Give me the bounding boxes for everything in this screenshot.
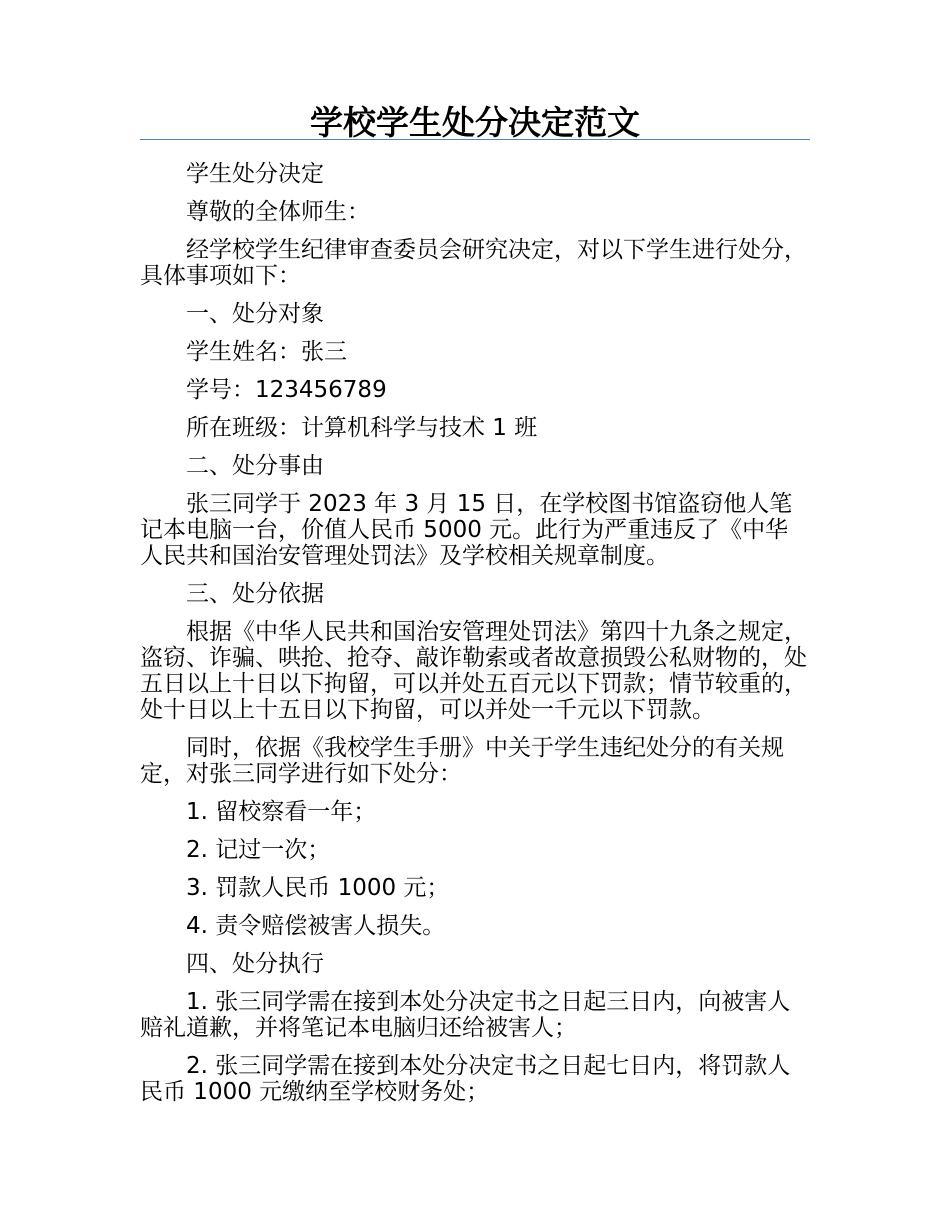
title-underline [140, 139, 810, 140]
paragraph-class: 所在班级：计算机科学与技术 1 班 [186, 415, 538, 441]
paragraph-student-id: 学号：123456789 [186, 377, 387, 403]
paragraph-reason: 张三同学于 2023 年 3 月 15 日，在学校图书馆盗窃他人笔记本电脑一台，价值人民币 5000 元。此行为严重违反了《中华人民共和国治安管理处罚法》及学校相关规章制度。 [140, 491, 793, 569]
section-heading-execution: 四、处分执行 [186, 951, 324, 977]
list-item-penalty-4: 4. 责令赔偿被害人损失。 [186, 913, 446, 939]
paragraph-salutation: 尊敬的全体师生： [186, 199, 370, 225]
paragraph-student-name: 学生姓名：张三 [186, 339, 347, 365]
document-title: 学校学生处分决定范文 [310, 103, 640, 142]
document-body [140, 155, 810, 1111]
list-item-execution-1: 1. 张三同学需在接到本处分决定书之日起三日内，向被害人赔礼道歉，并将笔记本电脑归还给被害人； [140, 989, 791, 1041]
section-heading-reason: 二、处分事由 [186, 453, 324, 479]
paragraph-intro: 经学校学生纪律审查委员会研究决定，对以下学生进行处分，具体事项如下： [140, 237, 807, 289]
list-item-penalty-2: 2. 记过一次； [186, 837, 331, 863]
paragraph-handbook-basis: 同时，依据《我校学生手册》中关于学生违纪处分的有关规定，对张三同学进行如下处分： [140, 735, 784, 787]
paragraph-law-basis: 根据《中华人民共和国治安管理处罚法》第四十九条之规定，盗窃、诈骗、哄抢、抢夺、敲诈勒索或者故意损毁公私财物的，处五日以上十日以下拘留，可以并处五百元以下罚款；情节较重的，处十日以上十五日以下拘留，可以并处一千元以下罚款。 [140, 619, 807, 723]
list-item-execution-2: 2. 张三同学需在接到本处分决定书之日起七日内，将罚款人民币 1000 元缴纳至学校财务处； [140, 1053, 791, 1105]
list-item-penalty-1: 1. 留校察看一年； [186, 799, 377, 825]
list-item-penalty-3: 3. 罚款人民币 1000 元； [186, 875, 450, 901]
section-heading-basis: 三、处分依据 [186, 581, 324, 607]
section-heading-target: 一、处分对象 [186, 301, 324, 327]
paragraph-heading: 学生处分决定 [186, 161, 324, 187]
